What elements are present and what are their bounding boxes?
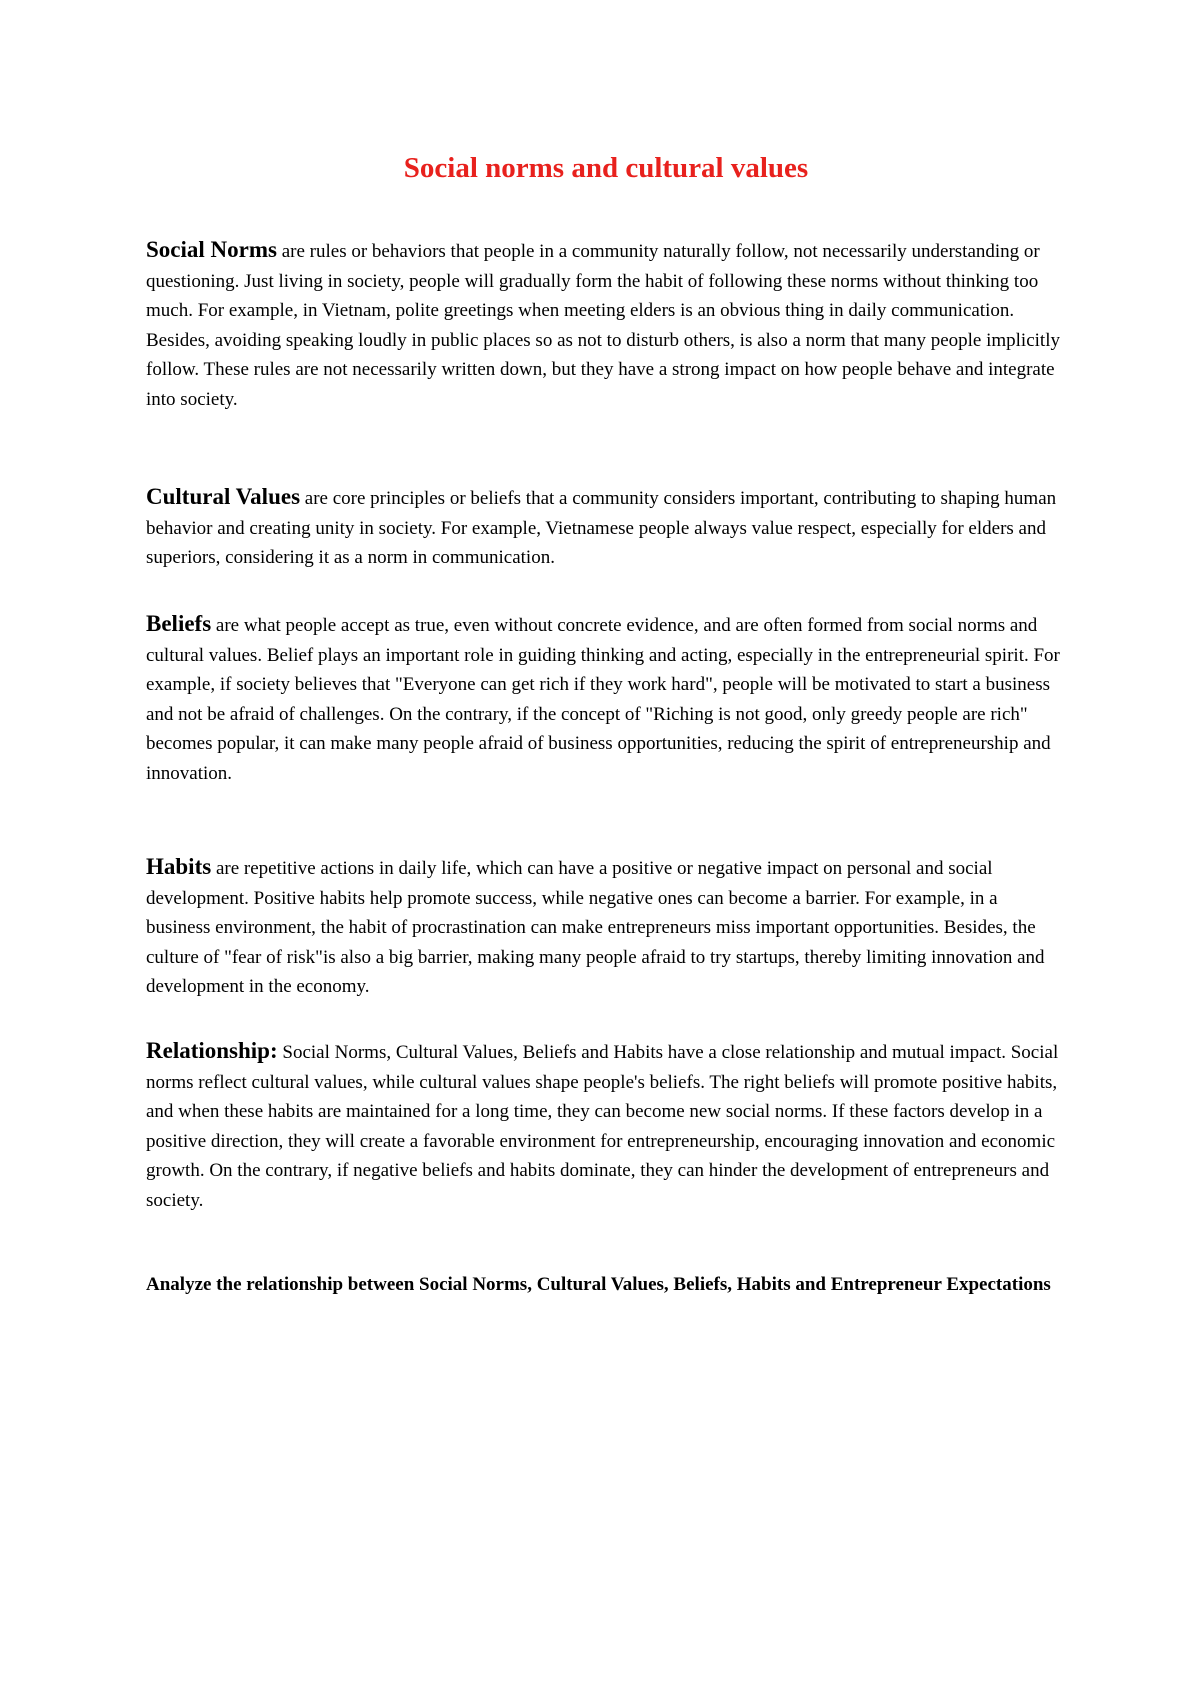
- paragraph-text: Social Norms, Cultural Values, Beliefs and Habits have a close relationship and mutual impact. Social norms reflect cultural values, while cultural values shape people's beliefs. The right beliefs will promote positive habits, and when these habits are maintained for a long time, they can become new social norms. If these factors develop in a positive direction, they will create a favorable environment for entrepreneurship, encouraging innovation and economic growth. On the contrary, if negative beliefs and habits dominate, they can hinder the development of entrepreneurs and society.: [146, 1042, 1059, 1211]
- paragraph-social-norms: [146, 235, 1066, 415]
- paragraph-text: are core principles or beliefs that a community considers important, contributing to shaping human behavior and creating unity in society. For example, Vietnamese people always value respect, especially for elders and superiors, considering it as a norm in communication.: [146, 488, 1057, 569]
- paragraph-relationship: [146, 1036, 1066, 1216]
- page-title: Social norms and cultural values: [403, 152, 809, 184]
- term-social-norms: Social Norms: [146, 237, 277, 262]
- paragraph-habits: [146, 852, 1066, 1002]
- analysis-question: Analyze the relationship between Social Norms, Cultural Values, Beliefs, Habits and Entrepreneur Expectations: [146, 1274, 1051, 1295]
- term-relationship: Relationship:: [146, 1038, 278, 1063]
- paragraph-text: are rules or behaviors that people in a community naturally follow, not necessarily understanding or questioning. Just living in society, people will gradually form the habit of following these norms without thinking too much. For example, in Vietnam, polite greetings when meeting elders is an obvious thing in daily communication. Besides, avoiding speaking loudly in public places so as not to disturb others, is also a norm that many people implicitly follow. These rules are not necessarily written down, but they have a strong impact on how people behave and integrate into society.: [146, 241, 1060, 410]
- paragraph-cultural-values: [146, 482, 1066, 573]
- term-cultural-values: Cultural Values: [146, 484, 301, 509]
- term-habits: Habits: [146, 854, 212, 879]
- paragraph-text: are what people accept as true, even without concrete evidence, and are often formed from social norms and cultural values. Belief plays an important role in guiding thinking and acting, especially in the entrepreneurial spirit. For example, if society believes that "Everyone can get rich if they work hard", people will be motivated to start a business and not be afraid of challenges. On the contrary, if the concept of "Riching is not good, only greedy people are rich" becomes popular, it can make many people afraid of business opportunities, reducing the spirit of entrepreneurship and innovation.: [146, 615, 1060, 784]
- paragraph-beliefs: [146, 609, 1066, 789]
- paragraph-text: are repetitive actions in daily life, which can have a positive or negative impact on personal and social development. Positive habits help promote success, while negative ones can become a barrier. For example, in a business environment, the habit of procrastination can make entrepreneurs miss important opportunities. Besides, the culture of "fear of risk"is also a big barrier, making many people afraid to try startups, thereby limiting innovation and development in the economy.: [146, 858, 1045, 998]
- term-beliefs: Beliefs: [146, 611, 212, 636]
